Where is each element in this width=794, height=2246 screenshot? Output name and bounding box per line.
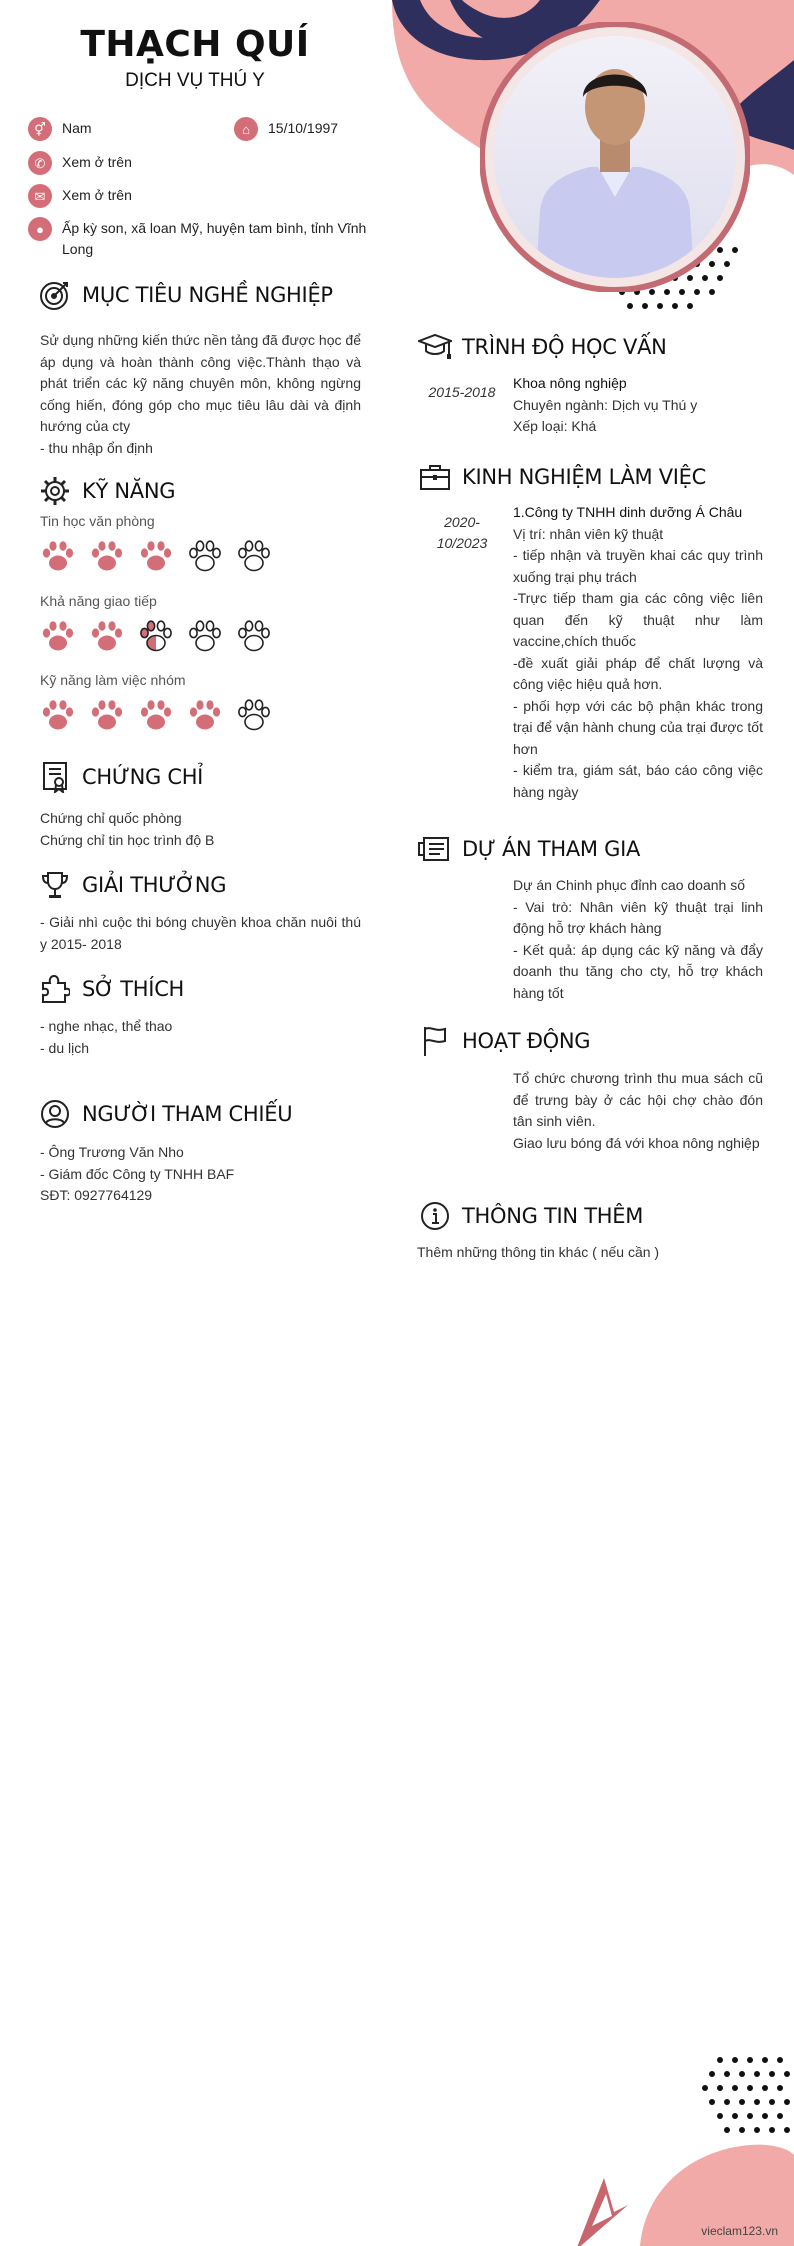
email-text: Xem ở trên [62, 187, 132, 203]
experience-line: - phối hợp với các bộ phận khác trong trại để vận hành chung của trại được tốt hơn [513, 697, 763, 757]
skill-rating [40, 697, 272, 738]
paw-icon [236, 697, 272, 738]
skill-name: Kỹ năng làm việc nhóm [40, 672, 186, 688]
experience-date [418, 512, 506, 554]
project-line: Dự án Chinh phục đỉnh cao doanh số [513, 877, 745, 893]
projects-header [418, 832, 640, 866]
experience-line: - kiểm tra, giám sát, báo cáo công việc hàng ngày [513, 762, 763, 800]
paw-icon [40, 538, 76, 579]
user-circle-icon [38, 1097, 72, 1131]
birthday-cake-icon: ⌂ [234, 117, 258, 141]
skill-name: Tin học văn phòng [40, 513, 155, 529]
paw-icon [138, 697, 174, 738]
paw-icon [40, 618, 76, 659]
gender-icon: ⚥ [28, 117, 52, 141]
education-details [513, 373, 763, 438]
reference-item: SĐT: 0927764129 [40, 1187, 153, 1203]
candidate-name: THẠCH QUÍ [80, 24, 310, 65]
experience-line: -Trực tiếp tham gia các công việc liên quan đến kỹ thuật như làm vaccine,chích thuốc [513, 590, 763, 649]
activity-line: Giao lưu bóng đá với khoa nông nghiệp [513, 1134, 760, 1151]
phone-icon: ✆ [28, 151, 52, 175]
certificate-icon [38, 760, 72, 794]
experience-date-to: 10/2023 [436, 535, 488, 551]
experience-line: -đề xuất giải pháp để chất lượng và công việc hiệu quả hơn. [513, 654, 763, 692]
paw-icon [40, 697, 76, 738]
hobbies-header [38, 972, 184, 1006]
education-date: 2015-2018 [428, 384, 496, 400]
paw-icon [89, 618, 125, 659]
birthday-text: 15/10/1997 [268, 120, 339, 136]
paw-icon [236, 538, 272, 579]
skill-rating [40, 538, 272, 579]
paw-icon [236, 618, 272, 659]
experience-details [513, 502, 763, 803]
skills-header [38, 474, 175, 508]
certificates-header [38, 760, 203, 794]
education-major: Chuyên ngành: Dịch vụ Thú y [513, 396, 698, 413]
target-icon [38, 278, 72, 312]
hobby-item: - du lịch [40, 1039, 90, 1056]
location-pin-icon: ● [28, 217, 52, 241]
education-school: Khoa nông nghiệp [513, 375, 627, 391]
paw-icon [138, 538, 174, 579]
projects-details [513, 875, 763, 1004]
awards-header [38, 868, 226, 902]
email-icon: ✉ [28, 184, 52, 208]
education-title: TRÌNH ĐỘ HỌC VẤN [462, 335, 667, 359]
job-title: DỊCH VỤ THÚ Y [125, 70, 265, 91]
contact-address [28, 218, 373, 260]
puzzle-icon [38, 972, 72, 1006]
education-header [418, 330, 667, 364]
avatar [480, 22, 750, 292]
activity-line: Tổ chức chương trình thu mua sách cũ để trưng bày ở các hội chợ chào đón tân sinh viên. [513, 1070, 763, 1129]
skill-rating [40, 618, 272, 659]
references-list [40, 1142, 361, 1207]
project-icon [418, 832, 452, 866]
additional-header [418, 1199, 643, 1233]
experience-header [418, 460, 706, 494]
certificate-item: Chứng chỉ tin học trình độ B [40, 831, 215, 848]
briefcase-icon [418, 460, 452, 494]
reference-item: - Giám đốc Công ty TNHH BAF [40, 1165, 235, 1182]
gender-text: Nam [62, 120, 92, 136]
education-rank: Xếp loại: Khá [513, 418, 597, 434]
career-objective-text [40, 330, 361, 459]
certificate-item: Chứng chỉ quốc phòng [40, 810, 182, 826]
footer-brand: vieclam123.vn [701, 2224, 778, 2238]
activities-header [418, 1024, 590, 1058]
hobby-item: - nghe nhạc, thể thao [40, 1018, 173, 1034]
paw-icon [187, 697, 223, 738]
references-title: NGƯỜI THAM CHIẾU [82, 1102, 293, 1126]
contact-phone [28, 152, 358, 175]
experience-line: Vị trí: nhân viên kỹ thuật [513, 525, 664, 542]
reference-item: - Ông Trương Văn Nho [40, 1144, 184, 1160]
experience-line: - tiếp nhận và truyền khai các quy trình xuống trại phụ trách [513, 547, 763, 585]
paw-icon [187, 618, 223, 659]
paw-icon [89, 697, 125, 738]
additional-text: Thêm những thông tin khác ( nếu cần ) [417, 1244, 660, 1260]
experience-title: KINH NGHIỆM LÀM VIỆC [462, 465, 707, 489]
project-line: - Kết quả: áp dụng các kỹ năng và đẩy doanh thu tăng cho cty, hỗ trợ khách hàng tốt [513, 941, 763, 1001]
contact-email [28, 185, 358, 208]
awards-title: GIẢI THƯỞNG [82, 873, 227, 897]
graduation-cap-icon [418, 330, 452, 364]
skills-title: KỸ NĂNG [82, 479, 176, 503]
gear-icon [38, 474, 72, 508]
address-text: Ấp kỳ son, xã loan Mỹ, huyện tam bình, tỉnh Vĩnh Long [62, 220, 367, 257]
experience-company: 1.Công ty TNHH dinh dưỡng Á Châu [513, 504, 743, 520]
phone-text: Xem ở trên [62, 154, 132, 170]
project-line: - Vai trò: Nhân viên kỹ thuật trại linh động hỗ trợ khách hàng [513, 898, 763, 936]
awards-text: - Giải nhì cuộc thi bóng chuyền khoa chăn nuôi thú y 2015- 2018 [40, 914, 361, 952]
trophy-icon [38, 868, 72, 902]
paw-icon [89, 538, 125, 579]
career-objective-extra: - thu nhập ổn định [40, 439, 153, 456]
skill-name: Khả năng giao tiếp [40, 593, 157, 609]
paw-icon [138, 618, 174, 659]
certificates-title: CHỨNG CHỈ [82, 765, 204, 789]
contact-gender [28, 118, 228, 141]
career-objective-header [38, 278, 333, 312]
career-objective-title: MỤC TIÊU NGHỀ NGHIỆP [82, 283, 333, 307]
activities-title: HOẠT ĐỘNG [462, 1029, 591, 1053]
additional-title: THÔNG TIN THÊM [462, 1204, 644, 1228]
experience-date-from: 2020- [444, 514, 480, 530]
decor-bottom-right [520, 2040, 794, 2246]
certificates-list [40, 808, 361, 851]
hobbies-title: SỞ THÍCH [82, 977, 185, 1001]
contact-birthday [234, 118, 394, 141]
projects-title: DỰ ÁN THAM GIA [462, 837, 641, 861]
paw-icon [187, 538, 223, 579]
career-objective-body: Sử dụng những kiến thức nền tảng đã được học để áp dụng và hoàn thành công việc.Thành thạo và phát triển các kỹ năng chuyên môn, không ngừng cống hiến, đóng góp cho mục tiêu lâu dài và định hướng của cty [40, 332, 361, 434]
references-header [38, 1097, 292, 1131]
activities-details [513, 1068, 763, 1154]
flag-icon [418, 1024, 452, 1058]
hobbies-list [40, 1016, 361, 1059]
info-icon [418, 1199, 452, 1233]
